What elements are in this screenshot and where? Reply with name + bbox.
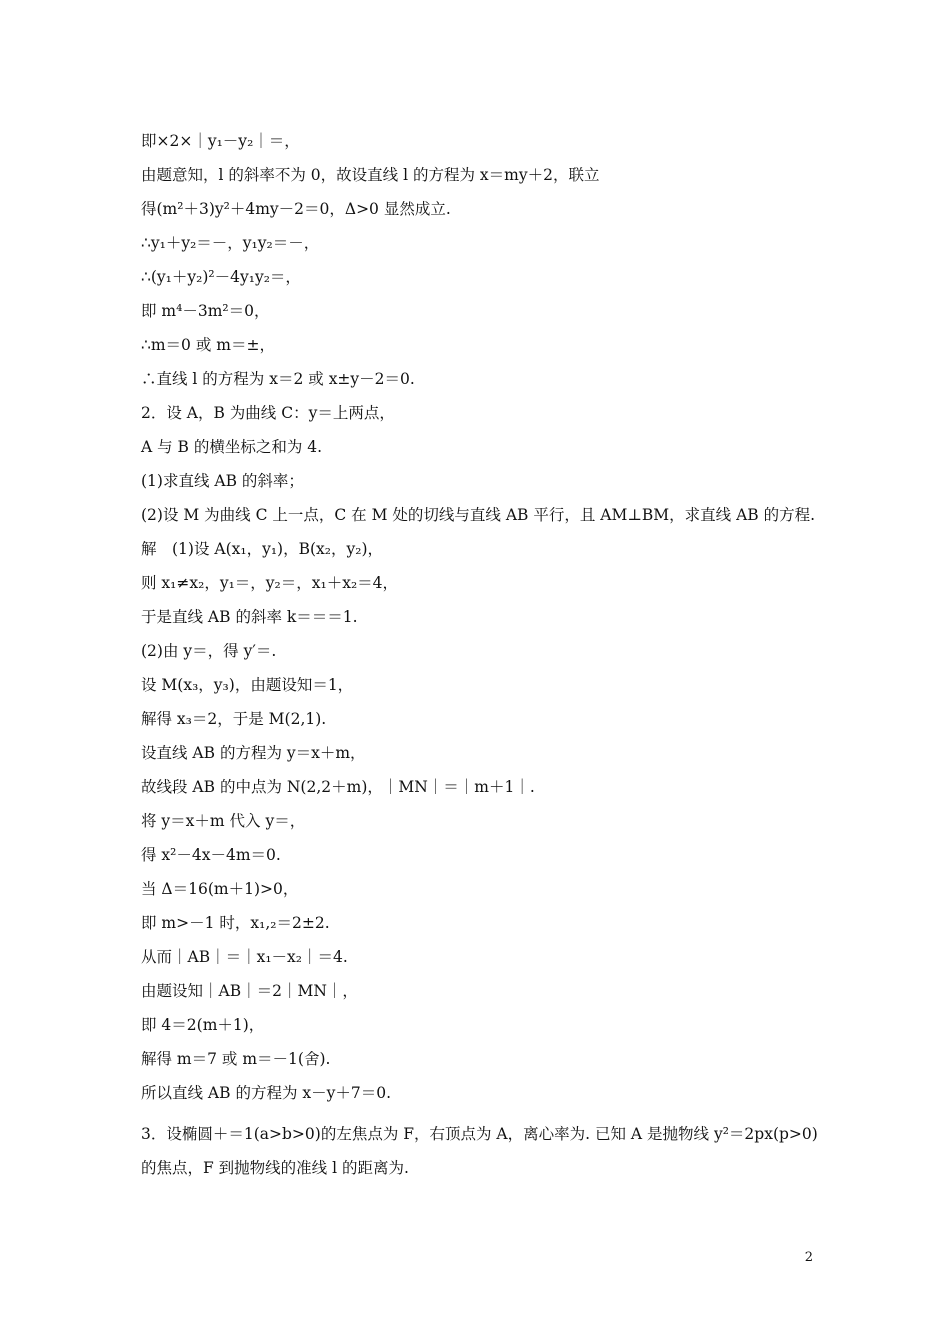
text-line: ∴m＝0 或 m＝±， xyxy=(141,336,275,354)
text-line: 则 x₁≠x₂，y₁＝，y₂＝，x₁＋x₂＝4， xyxy=(141,574,399,592)
text-line: 设直线 AB 的方程为 y＝x＋m， xyxy=(141,744,366,762)
text-line: 于是直线 AB 的斜率 k＝＝＝1. xyxy=(141,608,358,626)
solution-heading: 解 (1)设 A(x₁，y₁)，B(x₂，y₂)， xyxy=(141,540,384,558)
text-line: A 与 B 的横坐标之和为 4. xyxy=(141,438,323,456)
text-line: ∴直线 l 的方程为 x＝2 或 x±y－2＝0. xyxy=(141,370,415,388)
page-number: 2 xyxy=(804,1250,813,1265)
text-line: (2)设 M 为曲线 C 上一点，C 在 M 处的切线与直线 AB 平行，且 AM⊥BM，求直线 AB 的方程. xyxy=(141,506,816,524)
text-line: (2)由 y＝，得 y′＝. xyxy=(141,642,277,660)
text-line: 得(m²＋3)y²＋4my－2＝0，Δ>0 显然成立. xyxy=(141,200,451,218)
problem-heading: 2．设 A，B 为曲线 C：y＝上两点， xyxy=(141,404,395,422)
text-line: ∴(y₁＋y₂)²－4y₁y₂＝， xyxy=(141,268,301,286)
text-line: 故线段 AB 的中点为 N(2,2＋m)，｜MN｜＝｜m＋1｜. xyxy=(141,778,535,796)
text-line: 即 m⁴－3m²＝0， xyxy=(141,302,270,320)
text-line: 从而｜AB｜＝｜x₁－x₂｜＝4. xyxy=(141,948,348,966)
text-line: 所以直线 AB 的方程为 x－y＋7＝0. xyxy=(141,1084,392,1102)
text-line: 即 4＝2(m＋1)， xyxy=(141,1016,265,1034)
text-line: 解得 m＝7 或 m＝－1(舍). xyxy=(141,1050,331,1068)
text-line: 由题意知，l 的斜率不为 0，故设直线 l 的方程为 x＝my＋2，联立 xyxy=(141,166,600,184)
text-line: 将 y＝x＋m 代入 y＝， xyxy=(141,812,306,830)
text-line: 即 m>－1 时，x₁,₂＝2±2. xyxy=(141,914,330,932)
text-line: ∴y₁＋y₂＝－，y₁y₂＝－， xyxy=(141,234,320,252)
text-line: (1)求直线 AB 的斜率； xyxy=(141,472,304,490)
text-line: 得 x²－4x－4m＝0. xyxy=(141,846,281,864)
text-line: 当 Δ＝16(m＋1)>0， xyxy=(141,880,299,898)
text-line: 由题设知｜AB｜＝2｜MN｜， xyxy=(141,982,358,1000)
text-line: 设 M(x₃，y₃)，由题设知＝1， xyxy=(141,676,354,694)
text-line: 解得 x₃＝2，于是 M(2,1). xyxy=(141,710,327,728)
problem-heading: 3．设椭圆＋＝1(a>b>0)的左焦点为 F，右顶点为 A，离心率为. 已知 A 是抛物线 y²＝2px(p>0)的焦点，F 到抛物线的准线 l 的距离为. xyxy=(141,1125,818,1177)
text-line: 即×2×｜y₁－y₂｜＝， xyxy=(141,132,300,150)
